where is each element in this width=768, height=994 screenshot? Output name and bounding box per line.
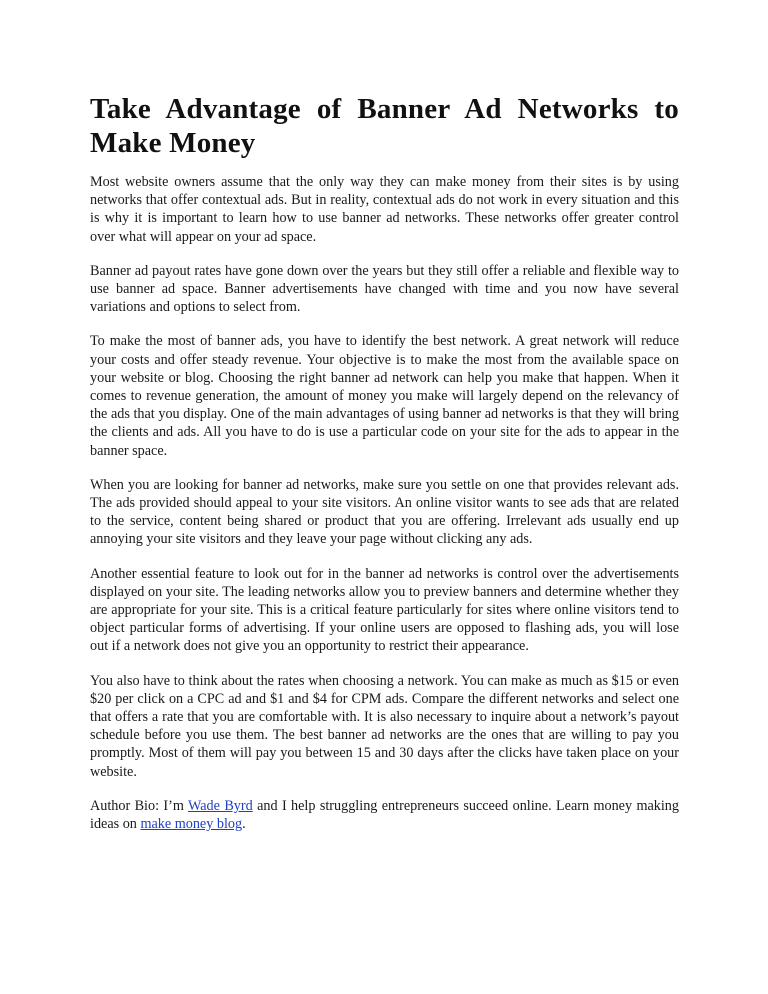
author-bio-prefix: Author Bio: I’m — [90, 797, 188, 814]
author-name-link[interactable]: Wade Byrd — [188, 797, 253, 814]
paragraph-4: When you are looking for banner ad networks, make sure you settle on one that provides relevant ads. The ads provided should appeal to your site visitors. An online visitor wants to see ads that are related to the service, content being shared or product that you are offering. Irrelevant ads usually end up annoying your site visitors and they leave your page without clicking any ads. — [90, 476, 679, 548]
author-bio-suffix: . — [242, 816, 246, 833]
paragraph-6: You also have to think about the rates when choosing a network. You can make as much as $15 or even $20 per click on a CPC ad and $1 and $4 for CPM ads. Compare the different networks and select one that offers a rate that you are comfortable with. It is also necessary to inquire about a network’s payout schedule before you use them. The best banner ad networks are the ones that are willing to pay you promptly. Most of them will pay you between 15 and 30 days after the clicks have taken place on your website. — [90, 672, 679, 780]
paragraph-3: To make the most of banner ads, you have to identify the best network. A great network will reduce your costs and offer steady revenue. Your objective is to make the most from the available space on your website or blog. Choosing the right banner ad network can help you make that happen. When it comes to revenue generation, the amount of money you make will largely depend on the relevancy of the ads that you display. One of the main advantages of using banner ad networks is that they will bring the clients and ads. All you have to do is use a particular code on your site for the ads to appear in the banner space. — [90, 333, 679, 459]
document-page — [90, 92, 679, 849]
author-bio — [90, 797, 679, 833]
author-bio-middle: and I help struggling entrepreneurs succeed online. Learn money making ideas on — [90, 797, 679, 833]
document-title: Take Advantage of Banner Ad Networks to Make Money — [90, 93, 679, 159]
paragraph-2: Banner ad payout rates have gone down over the years but they still offer a reliable and flexible way to use banner ad space. Banner advertisements have changed with time and you now have several variations and options to select from. — [90, 262, 679, 316]
make-money-blog-link[interactable]: make money blog — [140, 816, 243, 833]
paragraph-1: Most website owners assume that the only way they can make money from their sites is by using networks that offer contextual ads. But in reality, contextual ads do not work in every situation and this is why it is important to learn how to use banner ad networks. These networks offer greater control over what will appear on your ad space. — [90, 174, 679, 245]
paragraph-5: Another essential feature to look out for in the banner ad networks is control over the advertisements displayed on your site. The leading networks allow you to preview banners and determine whether they are appropriate for your site. This is a critical feature particularly for sites where online visitors tend to object particular forms of advertising. If your online users are opposed to flashing ads, you will lose out if a network does not give you an opportunity to restrict their appearance. — [90, 565, 679, 655]
